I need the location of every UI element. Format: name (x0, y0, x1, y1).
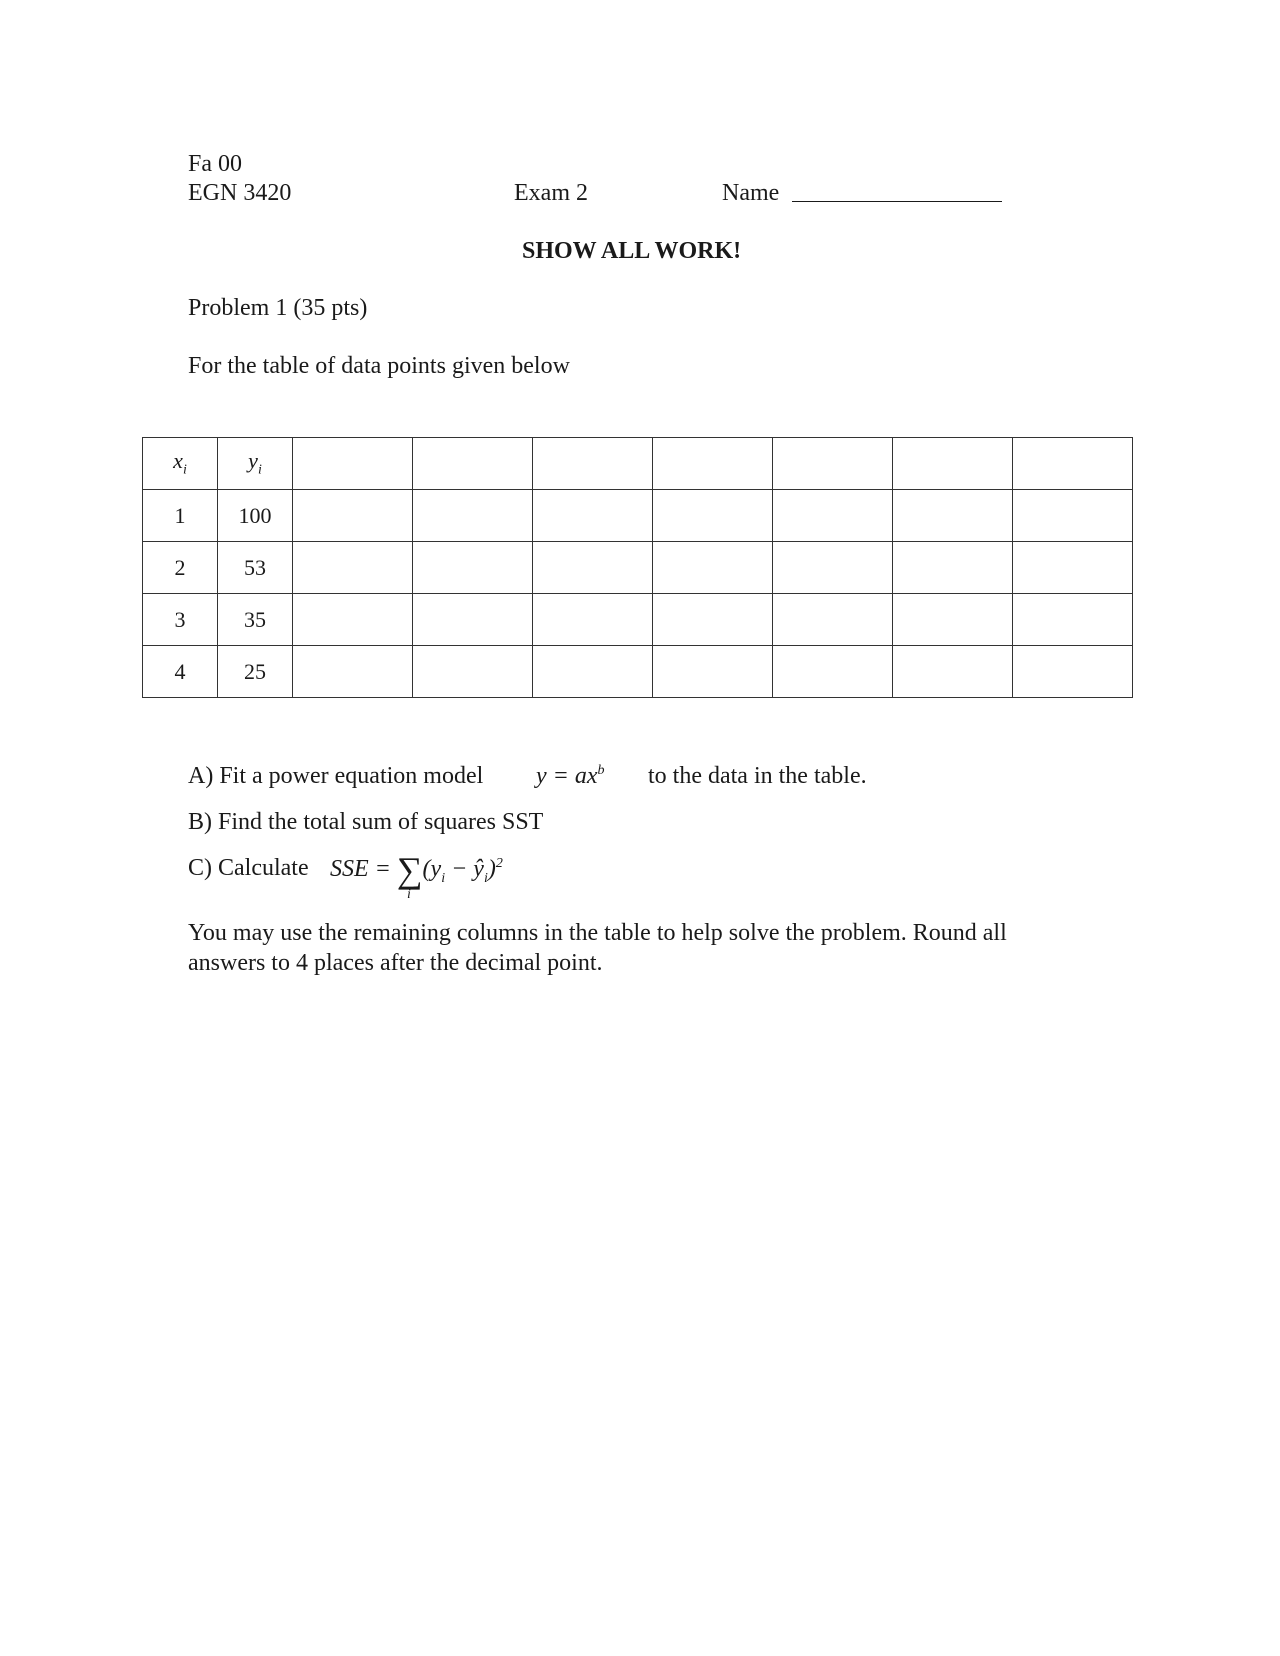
empty-cell (893, 438, 1013, 490)
table-row (143, 542, 1133, 594)
exam-title: Exam 2 (514, 180, 588, 206)
data-table (142, 437, 1133, 698)
sigma-index: i (407, 887, 411, 902)
empty-cell (413, 594, 533, 646)
empty-cell (893, 490, 1013, 542)
empty-cell (653, 438, 773, 490)
empty-cell (653, 542, 773, 594)
empty-cell (413, 490, 533, 542)
empty-cell (533, 542, 653, 594)
empty-cell (1013, 490, 1133, 542)
empty-cell (773, 646, 893, 698)
empty-cell (293, 542, 413, 594)
empty-cell (293, 490, 413, 542)
empty-cell (653, 490, 773, 542)
cell-y: 100 (218, 490, 293, 542)
empty-cell (1013, 646, 1133, 698)
empty-cell (533, 594, 653, 646)
empty-cell (413, 438, 533, 490)
course-code: EGN 3420 (188, 180, 292, 206)
empty-cell (653, 594, 773, 646)
cell-x: 4 (143, 646, 218, 698)
instruction-heading: SHOW ALL WORK! (522, 238, 742, 264)
header-y: $y_i$ (218, 438, 293, 490)
table-header-row (143, 438, 1133, 490)
cell-x: 2 (143, 542, 218, 594)
note-line-2: answers to 4 places after the decimal point. (188, 950, 603, 976)
empty-cell (1013, 438, 1133, 490)
problem-intro: For the table of data points given below (188, 353, 570, 379)
cell-x: 3 (143, 594, 218, 646)
empty-cell (1013, 542, 1133, 594)
empty-cell (413, 542, 533, 594)
sigma-symbol: ∑ (396, 850, 423, 890)
empty-cell (893, 542, 1013, 594)
empty-cell (773, 490, 893, 542)
question-b: B) Find the total sum of squares SST (188, 809, 544, 835)
table-row (143, 490, 1133, 542)
empty-cell (293, 438, 413, 490)
empty-cell (1013, 594, 1133, 646)
empty-cell (773, 542, 893, 594)
empty-cell (293, 646, 413, 698)
sse-equation: SSE = $\sum(y_i$ − $ŷ_i)^2$ (330, 850, 503, 890)
semester-label: Fa 00 (188, 151, 242, 177)
note-line-1: You may use the remaining columns in the table to help solve the problem. Round all (188, 920, 1007, 946)
name-label: Name (722, 180, 780, 206)
cell-y: 53 (218, 542, 293, 594)
empty-cell (533, 646, 653, 698)
question-a-rest: to the data in the table. (648, 763, 867, 789)
empty-cell (653, 646, 773, 698)
problem-title: Problem 1 (35 pts) (188, 295, 368, 321)
power-equation: $y = ax^b$ (536, 763, 605, 789)
empty-cell (893, 646, 1013, 698)
question-c: C) Calculate (188, 855, 309, 881)
cell-x: 1 (143, 490, 218, 542)
name-blank-line (792, 201, 1002, 202)
cell-y: 35 (218, 594, 293, 646)
empty-cell (533, 490, 653, 542)
empty-cell (773, 594, 893, 646)
empty-cell (293, 594, 413, 646)
empty-cell (413, 646, 533, 698)
cell-y: 25 (218, 646, 293, 698)
table-row (143, 646, 1133, 698)
empty-cell (533, 438, 653, 490)
table-row (143, 594, 1133, 646)
question-a: A) Fit a power equation model (188, 763, 484, 789)
header-x: $x_i$ (143, 438, 218, 490)
empty-cell (773, 438, 893, 490)
empty-cell (893, 594, 1013, 646)
